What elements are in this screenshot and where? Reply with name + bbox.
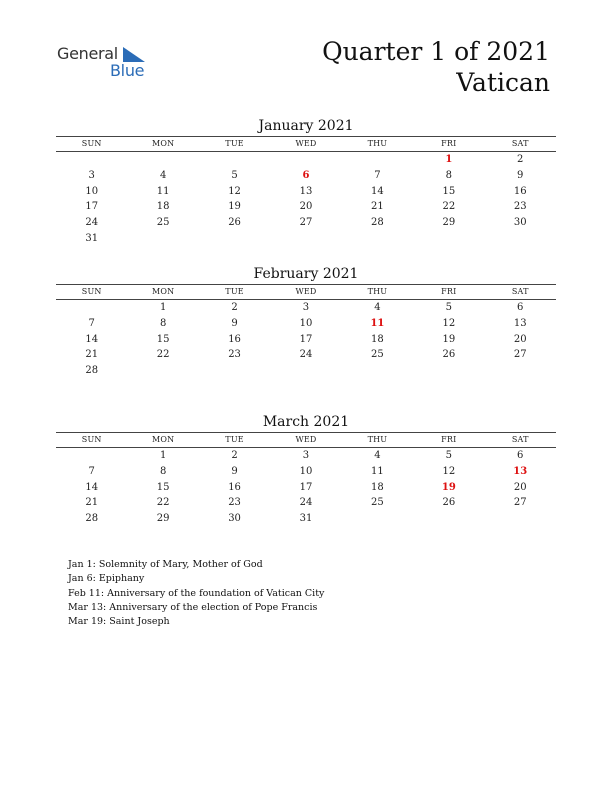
day-cell: 7 — [374, 169, 381, 181]
week-row — [56, 199, 556, 215]
brand-blue-text: Blue — [110, 61, 145, 80]
month-title: February 2021 — [253, 266, 359, 282]
day-cell: 3 — [302, 302, 310, 313]
day-cell: 22 — [156, 497, 170, 509]
empty-day-cell — [342, 231, 413, 247]
day-cell: 18 — [156, 201, 170, 213]
day-cell: 30 — [513, 217, 527, 229]
weekday-header: THU — [367, 139, 388, 148]
holiday-note: Jan 1: Solemnity of Mary, Mother of God — [68, 559, 263, 570]
weekday-header: FRI — [441, 287, 457, 296]
day-cell: 21 — [85, 497, 99, 509]
day-cell: 5 — [445, 450, 452, 461]
day-cell: 17 — [299, 481, 313, 493]
empty-day-cell — [127, 152, 198, 168]
day-cell: 11 — [371, 465, 384, 477]
weekday-header-row — [56, 136, 556, 152]
weekday-header: MON — [151, 287, 175, 296]
day-cell: 1 — [159, 450, 167, 461]
day-cell: 24 — [85, 217, 99, 229]
day-cell: 3 — [302, 450, 310, 461]
weekday-header: WED — [295, 287, 317, 296]
day-cell: 23 — [228, 349, 241, 361]
weekday-header: WED — [295, 139, 317, 148]
day-cell: 2 — [231, 450, 238, 461]
day-cell: 5 — [231, 169, 238, 181]
day-cell: 18 — [371, 333, 384, 345]
weekday-header: SAT — [511, 139, 529, 148]
day-cell: 27 — [513, 497, 527, 509]
day-cell: 8 — [159, 465, 167, 477]
day-cell: 6 — [517, 302, 524, 313]
brand-general-text: General — [57, 44, 118, 63]
weekday-header: WED — [295, 435, 317, 444]
day-cell: 18 — [371, 481, 384, 493]
day-cell: 7 — [88, 317, 95, 329]
empty-day-cell — [485, 363, 556, 379]
weekday-header: FRI — [441, 435, 457, 444]
day-cell: 14 — [371, 185, 384, 197]
day-cell: 23 — [228, 497, 241, 509]
weekday-header: SAT — [511, 435, 529, 444]
day-cell: 6 — [517, 450, 524, 461]
day-cell: 19 — [441, 481, 456, 493]
weekday-header-row — [56, 432, 556, 448]
week-row — [56, 480, 556, 496]
title-country: Vatican — [456, 68, 550, 97]
empty-day-cell — [270, 363, 341, 379]
weekday-header: MON — [151, 139, 175, 148]
empty-day-cell — [342, 363, 413, 379]
day-cell: 27 — [513, 349, 527, 361]
day-cell: 8 — [159, 317, 167, 329]
day-cell: 14 — [85, 333, 99, 345]
week-row — [56, 300, 556, 316]
day-cell: 15 — [442, 185, 456, 197]
weekday-header: FRI — [441, 139, 457, 148]
week-row — [56, 215, 556, 231]
day-cell: 15 — [156, 481, 170, 493]
day-cell: 21 — [371, 201, 384, 213]
day-cell: 1 — [445, 154, 453, 165]
day-cell: 13 — [299, 185, 313, 197]
empty-day-cell — [56, 152, 127, 168]
day-cell: 17 — [299, 333, 313, 345]
month-january — [56, 116, 556, 247]
week-row — [56, 448, 556, 464]
weekday-header: SUN — [81, 287, 102, 296]
week-row — [56, 168, 556, 184]
month-february — [56, 264, 556, 379]
day-cell: 30 — [228, 513, 241, 525]
week-row — [56, 316, 556, 332]
day-cell: 11 — [370, 317, 385, 329]
title-quarter: Quarter 1 of 2021 — [322, 37, 550, 66]
weekday-header: TUE — [225, 435, 244, 444]
week-row — [56, 495, 556, 511]
weekday-header: SUN — [81, 139, 102, 148]
day-cell: 31 — [299, 513, 313, 525]
day-cell: 9 — [231, 317, 238, 329]
month-title: March 2021 — [262, 414, 350, 430]
week-row — [56, 184, 556, 200]
empty-day-cell — [199, 231, 270, 247]
week-row — [56, 511, 556, 527]
day-cell: 12 — [442, 465, 456, 477]
weekday-header: SAT — [511, 287, 529, 296]
empty-day-cell — [199, 152, 270, 168]
day-cell: 20 — [513, 481, 527, 493]
empty-day-cell — [413, 511, 484, 527]
day-cell: 17 — [85, 201, 99, 213]
day-cell: 4 — [374, 450, 381, 461]
day-cell: 10 — [85, 185, 99, 197]
weekday-header: MON — [151, 435, 175, 444]
weekday-header-row — [56, 284, 556, 300]
day-cell: 8 — [445, 169, 452, 181]
day-cell: 9 — [231, 465, 238, 477]
day-cell: 19 — [228, 201, 241, 213]
holiday-note: Mar 19: Saint Joseph — [68, 616, 170, 628]
day-cell: 28 — [85, 513, 99, 525]
empty-day-cell — [56, 448, 127, 464]
holiday-note: Feb 11: Anniversary of the foundation of Vatican City — [68, 587, 325, 599]
week-row — [56, 332, 556, 348]
day-cell: 16 — [228, 481, 241, 493]
week-row — [56, 231, 556, 247]
day-cell: 26 — [228, 217, 241, 229]
day-cell: 28 — [371, 217, 384, 229]
day-cell: 23 — [513, 201, 527, 213]
day-cell: 5 — [445, 302, 452, 313]
week-row — [56, 464, 556, 480]
empty-day-cell — [127, 231, 198, 247]
day-cell: 14 — [85, 481, 99, 493]
week-row — [56, 363, 556, 379]
day-cell: 10 — [299, 317, 313, 329]
day-cell: 21 — [85, 349, 99, 361]
empty-day-cell — [342, 152, 413, 168]
month-march — [56, 412, 556, 527]
empty-day-cell — [485, 231, 556, 247]
empty-day-cell — [199, 363, 270, 379]
day-cell: 20 — [299, 201, 313, 213]
day-cell: 26 — [442, 349, 456, 361]
weekday-header: SUN — [81, 435, 102, 444]
day-cell: 25 — [371, 349, 384, 361]
day-cell: 15 — [156, 333, 170, 345]
day-cell: 7 — [88, 465, 95, 477]
week-row — [56, 347, 556, 363]
day-cell: 4 — [159, 169, 167, 181]
brand-logo — [57, 44, 167, 84]
empty-day-cell — [270, 231, 341, 247]
empty-day-cell — [127, 363, 198, 379]
day-cell: 19 — [442, 333, 456, 345]
day-cell: 22 — [156, 349, 170, 361]
day-cell: 13 — [513, 317, 527, 329]
day-cell: 3 — [88, 169, 95, 181]
day-cell: 10 — [299, 465, 313, 477]
day-cell: 27 — [299, 217, 313, 229]
weekday-header: THU — [367, 435, 388, 444]
empty-day-cell — [413, 363, 484, 379]
day-cell: 31 — [85, 232, 99, 244]
holiday-notes — [68, 558, 324, 629]
day-cell: 26 — [442, 497, 456, 509]
day-cell: 28 — [85, 365, 99, 377]
weekday-header: TUE — [225, 287, 244, 296]
day-cell: 16 — [513, 185, 527, 197]
weekday-header: THU — [367, 287, 388, 296]
day-cell: 2 — [517, 154, 524, 165]
empty-day-cell — [56, 300, 127, 316]
month-title: January 2021 — [258, 118, 354, 134]
empty-day-cell — [413, 231, 484, 247]
holiday-note: Mar 13: Anniversary of the election of Pope Francis — [68, 601, 318, 613]
empty-day-cell — [485, 511, 556, 527]
day-cell: 20 — [513, 333, 527, 345]
day-cell: 6 — [302, 169, 310, 181]
holiday-note: Jan 6: Epiphany — [68, 573, 145, 585]
week-row — [56, 152, 556, 168]
day-cell: 16 — [228, 333, 241, 345]
day-cell: 13 — [513, 465, 528, 477]
day-cell: 11 — [156, 185, 170, 197]
day-cell: 25 — [371, 497, 384, 509]
day-cell: 2 — [231, 302, 238, 313]
weekday-header: TUE — [225, 139, 244, 148]
page-title — [322, 36, 550, 98]
day-cell: 1 — [159, 302, 167, 313]
day-cell: 12 — [442, 317, 456, 329]
empty-day-cell — [342, 511, 413, 527]
empty-day-cell — [270, 152, 341, 168]
day-cell: 9 — [517, 169, 524, 181]
day-cell: 24 — [299, 497, 313, 509]
day-cell: 4 — [374, 302, 381, 313]
day-cell: 24 — [299, 349, 313, 361]
day-cell: 29 — [156, 513, 170, 525]
day-cell: 29 — [442, 217, 456, 229]
day-cell: 22 — [442, 201, 456, 213]
day-cell: 25 — [156, 217, 170, 229]
day-cell: 12 — [228, 185, 241, 197]
